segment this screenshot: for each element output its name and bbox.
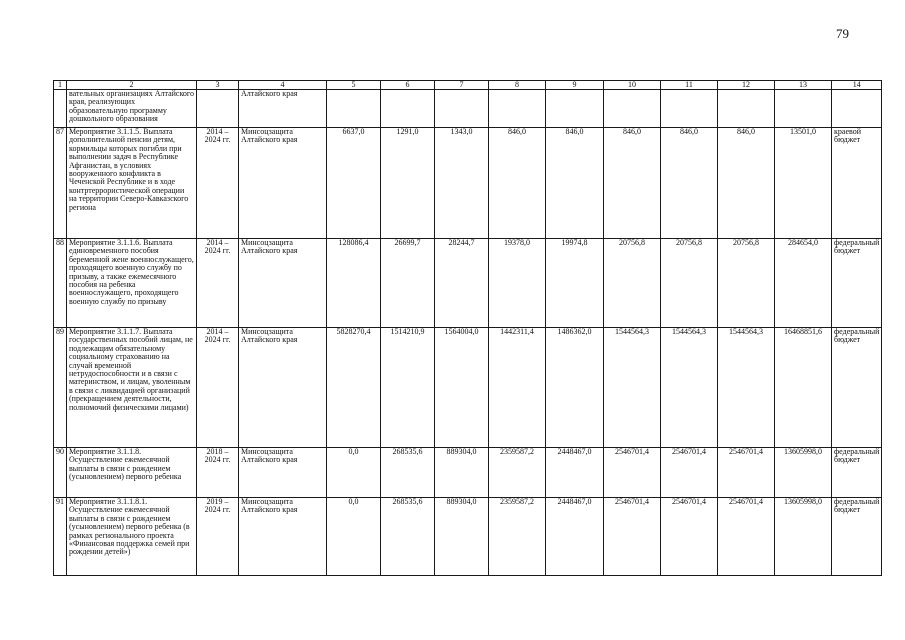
executor: Минсоцзащита Алтайского края <box>239 498 327 576</box>
value-cell: 2359587,2 <box>489 448 546 498</box>
table-cell <box>661 90 718 128</box>
col-header: 5 <box>327 81 381 90</box>
executor: Минсоцзащита Алтайского края <box>239 239 327 328</box>
table-cell <box>489 90 546 128</box>
funding-source: федеральный бюджет <box>832 498 882 576</box>
value-cell: 2359587,2 <box>489 498 546 576</box>
value-cell: 1514210,9 <box>381 328 435 448</box>
value-cell: 268535,6 <box>381 448 435 498</box>
col-header: 11 <box>661 81 718 90</box>
row-number: 87 <box>54 128 67 239</box>
value-cell: 0,0 <box>327 498 381 576</box>
col-header: 13 <box>775 81 832 90</box>
period: 2018 – 2024 гг. <box>197 448 239 498</box>
measure-name: Мероприятие 3.1.1.8. Осуществление ежемесячной выплаты в связи с рождением (усыновлением) первого ребенка <box>67 448 197 498</box>
col-header: 1 <box>54 81 67 90</box>
col-header: 9 <box>546 81 604 90</box>
value-cell: 2546701,4 <box>661 448 718 498</box>
header-row <box>54 81 882 90</box>
col-header: 2 <box>67 81 197 90</box>
value-cell: 19974,8 <box>546 239 604 328</box>
value-cell: 1564004,0 <box>435 328 489 448</box>
table-row <box>54 328 882 448</box>
col-header: 10 <box>604 81 661 90</box>
value-cell: 1343,0 <box>435 128 489 239</box>
table-row <box>54 239 882 328</box>
table-cell <box>718 90 775 128</box>
measure-name: Мероприятие 3.1.1.7. Выплата государственных пособий лицам, не подлежащим обязательному социальному страхованию на случай временной нетрудоспособности и в связи с материнством, и лицам, уволенным в связи с ликвидацией организаций (прекращением деятельности, полномочий физическими лицами) <box>67 328 197 448</box>
program-table <box>53 80 882 576</box>
value-cell: 20756,8 <box>661 239 718 328</box>
value-cell: 2546701,4 <box>604 448 661 498</box>
value-cell: 16468851,6 <box>775 328 832 448</box>
value-cell: 2546701,4 <box>661 498 718 576</box>
continuation-row <box>54 90 882 128</box>
value-cell: 1486362,0 <box>546 328 604 448</box>
value-cell: 13501,0 <box>775 128 832 239</box>
measure-name: Мероприятие 3.1.1.5. Выплата дополнительной пенсии детям, кормильцы которых погибли при выполнении задач в Республике Афганистан, в условиях вооруженного конфликта в Чеченской Республике и в ходе контртеррористической операции на территории Северо-Кавказского региона <box>67 128 197 239</box>
measure-name: Мероприятие 3.1.1.8.1. Осуществление ежемесячной выплаты в связи с рождением (усыновлением) первого ребенка (в рамках регионального проекта «Финансовая поддержка семей при рождении детей») <box>67 498 197 576</box>
row-number: 90 <box>54 448 67 498</box>
continuation-executor: Алтайского края <box>239 90 327 128</box>
continuation-name: вательных организациях Алтайского края, реализующих образовательную программу дошкольного образования <box>67 90 197 128</box>
col-header: 12 <box>718 81 775 90</box>
table-row <box>54 128 882 239</box>
col-header: 6 <box>381 81 435 90</box>
measure-name: Мероприятие 3.1.1.6. Выплата единовременного пособия беременной жене военнослужащего, проходящего военную службу по призыву, а также ежемесячного пособия на ребенка военнослужащего, проходящего военную службу по призыву <box>67 239 197 328</box>
col-header: 4 <box>239 81 327 90</box>
table-cell <box>381 90 435 128</box>
executor: Минсоцзащита Алтайского края <box>239 448 327 498</box>
value-cell: 20756,8 <box>604 239 661 328</box>
value-cell: 2546701,4 <box>718 448 775 498</box>
value-cell: 6637,0 <box>327 128 381 239</box>
value-cell: 20756,8 <box>718 239 775 328</box>
value-cell: 128086,4 <box>327 239 381 328</box>
row-number: 88 <box>54 239 67 328</box>
value-cell: 5828270,4 <box>327 328 381 448</box>
table-row <box>54 498 882 576</box>
value-cell: 0,0 <box>327 448 381 498</box>
value-cell: 1544564,3 <box>661 328 718 448</box>
row-number: 91 <box>54 498 67 576</box>
value-cell: 1544564,3 <box>718 328 775 448</box>
table-cell <box>54 90 67 128</box>
period: 2014 – 2024 гг. <box>197 239 239 328</box>
value-cell: 846,0 <box>718 128 775 239</box>
value-cell: 284654,0 <box>775 239 832 328</box>
period: 2014 – 2024 гг. <box>197 128 239 239</box>
funding-source: федеральный бюджет <box>832 448 882 498</box>
value-cell: 889304,0 <box>435 498 489 576</box>
value-cell: 2546701,4 <box>718 498 775 576</box>
value-cell: 28244,7 <box>435 239 489 328</box>
value-cell: 19378,0 <box>489 239 546 328</box>
value-cell: 2448467,0 <box>546 498 604 576</box>
executor: Минсоцзащита Алтайского края <box>239 128 327 239</box>
value-cell: 13605998,0 <box>775 448 832 498</box>
row-number: 89 <box>54 328 67 448</box>
value-cell: 846,0 <box>604 128 661 239</box>
col-header: 8 <box>489 81 546 90</box>
value-cell: 846,0 <box>661 128 718 239</box>
value-cell: 26699,7 <box>381 239 435 328</box>
executor: Минсоцзащита Алтайского края <box>239 328 327 448</box>
value-cell: 1291,0 <box>381 128 435 239</box>
value-cell: 846,0 <box>546 128 604 239</box>
value-cell: 268535,6 <box>381 498 435 576</box>
value-cell: 846,0 <box>489 128 546 239</box>
value-cell: 2546701,4 <box>604 498 661 576</box>
period: 2014 – 2024 гг. <box>197 328 239 448</box>
col-header: 7 <box>435 81 489 90</box>
funding-source: краевой бюджет <box>832 128 882 239</box>
table-cell <box>197 90 239 128</box>
table-cell <box>775 90 832 128</box>
value-cell: 2448467,0 <box>546 448 604 498</box>
period: 2019 – 2024 гг. <box>197 498 239 576</box>
value-cell: 1544564,3 <box>604 328 661 448</box>
col-header: 3 <box>197 81 239 90</box>
funding-source: федеральный бюджет <box>832 328 882 448</box>
value-cell: 889304,0 <box>435 448 489 498</box>
table-row <box>54 448 882 498</box>
value-cell: 13605998,0 <box>775 498 832 576</box>
value-cell: 1442311,4 <box>489 328 546 448</box>
table-cell <box>435 90 489 128</box>
col-header: 14 <box>832 81 882 90</box>
page-number: 79 <box>836 26 849 41</box>
table-cell <box>604 90 661 128</box>
table-cell <box>832 90 882 128</box>
table-cell <box>327 90 381 128</box>
funding-source: федеральный бюджет <box>832 239 882 328</box>
table-cell <box>546 90 604 128</box>
